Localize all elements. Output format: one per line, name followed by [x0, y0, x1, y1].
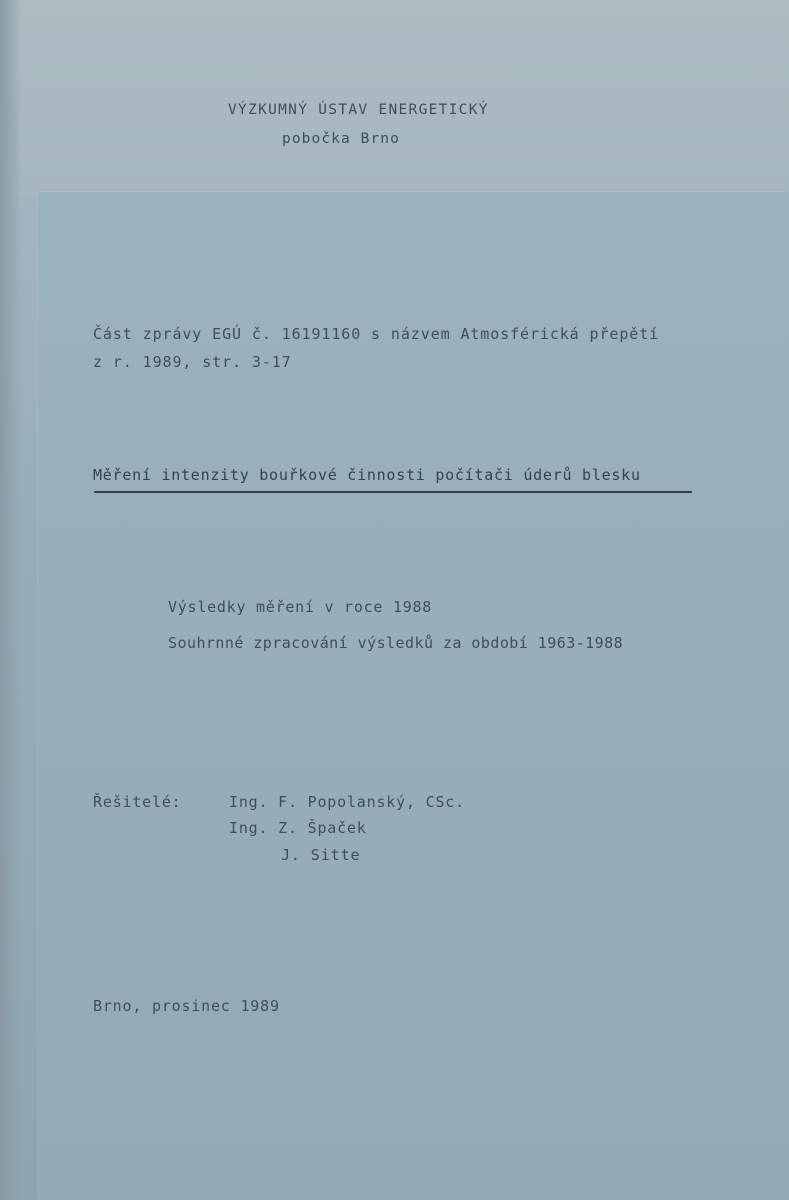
institute-branch: pobočka Brno [282, 131, 400, 147]
place-and-date: Brno, prosinec 1989 [93, 997, 280, 1015]
inner-blue-sheet [38, 192, 789, 1200]
results-line-2: Souhrnné zpracování výsledků za období 1963-1988 [168, 634, 624, 652]
document-title: Měření intenzity bouřkové činnosti počítači úderů blesku [93, 466, 641, 484]
solver-name: J. Sitte [281, 846, 361, 864]
report-reference-line-2: z r. 1989, str. 3-17 [93, 353, 292, 371]
solver-name: Ing. Z. Špaček [229, 819, 367, 837]
outer-cover-sheet [0, 0, 789, 195]
institute-name: VÝZKUMNÝ ÚSTAV ENERGETICKÝ [228, 102, 489, 118]
title-underline [94, 491, 692, 493]
results-line-1: Výsledky měření v roce 1988 [168, 598, 433, 616]
solver-name: Ing. F. Popolanský, CSc. [229, 793, 465, 811]
report-reference-line-1: Část zprávy EGÚ č. 16191160 s názvem Atmosférická přepětí [93, 325, 660, 343]
solvers-label: Řešitelé: [93, 793, 182, 811]
paper-edge-shadow [0, 0, 22, 1200]
